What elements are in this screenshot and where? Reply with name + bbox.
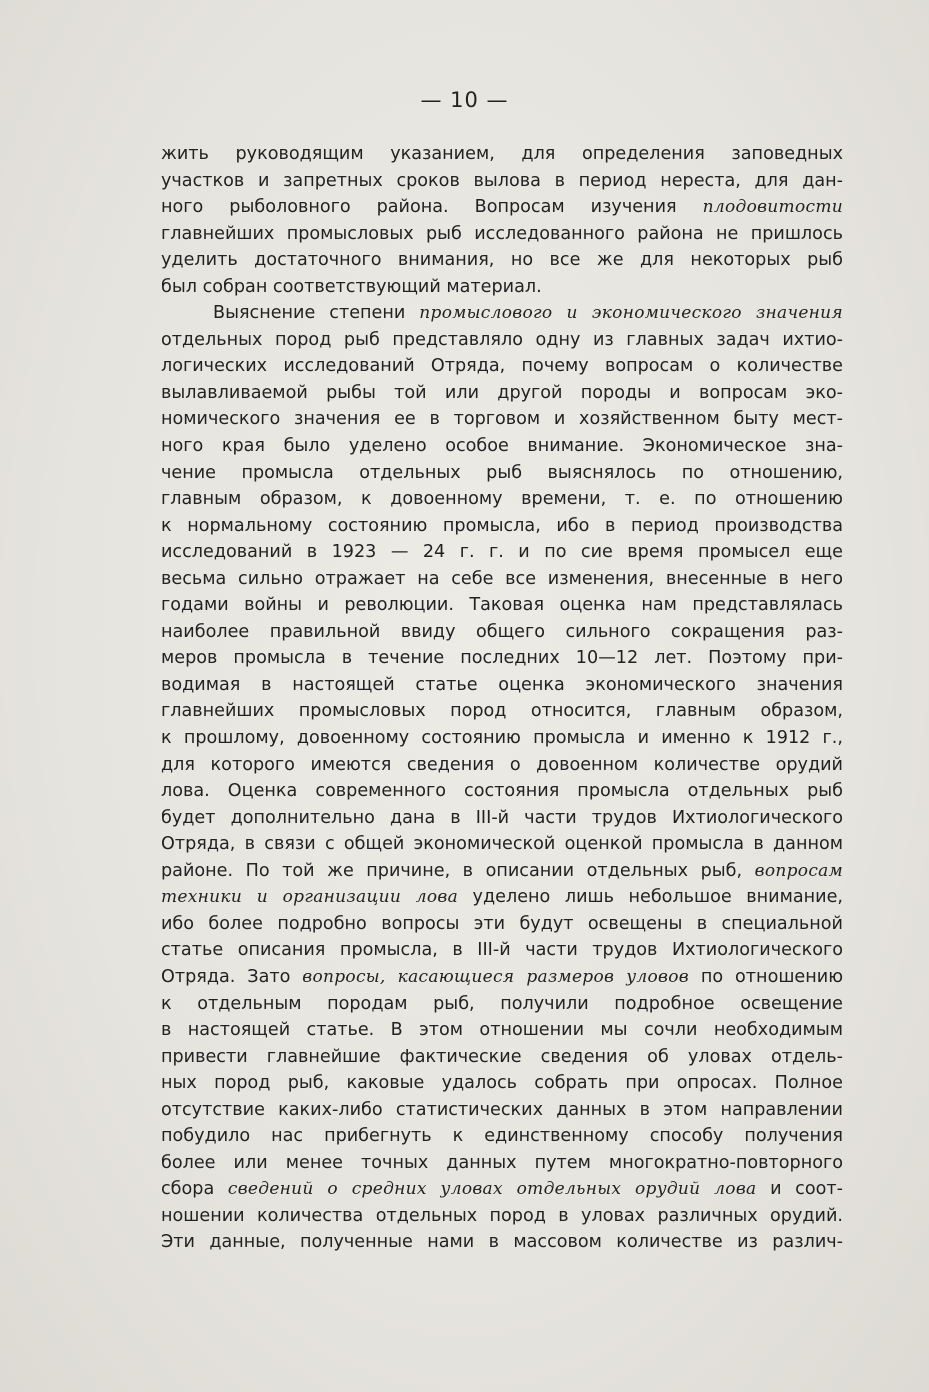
line-text: Выяснение степени bbox=[213, 303, 420, 324]
paragraph bbox=[161, 300, 843, 1256]
line-text: и соот- bbox=[756, 1179, 843, 1200]
page-number: — 10 — bbox=[420, 88, 509, 112]
line-text: побудило нас прибегнуть к единственному способу получения bbox=[161, 1126, 843, 1147]
text-line bbox=[161, 327, 843, 354]
line-text: главнейших промысловых пород относится, главным образом, bbox=[161, 701, 843, 722]
text-line bbox=[161, 1150, 843, 1177]
text-line bbox=[161, 805, 843, 832]
text-line bbox=[161, 1176, 843, 1203]
emphasized-text: вопросам bbox=[754, 860, 843, 881]
text-line bbox=[161, 1017, 843, 1044]
line-text: к отдельным породам рыб, получили подробное освещение bbox=[161, 993, 843, 1014]
line-text: будет дополнительно дана в III-й части трудов Ихтиологического bbox=[161, 807, 843, 828]
text-line bbox=[161, 937, 843, 964]
text-line bbox=[161, 991, 843, 1018]
line-text: главным образом, к довоенному времени, т. е. по отношению bbox=[161, 489, 843, 510]
text-line bbox=[161, 778, 843, 805]
line-text: Отряда, в связи с общей экономической оценкой промысла в данном bbox=[161, 834, 843, 855]
text-line bbox=[161, 300, 843, 327]
text-line bbox=[161, 911, 843, 938]
line-text: наиболее правильной ввиду общего сильного сокращения раз- bbox=[161, 621, 843, 642]
text-line bbox=[161, 539, 843, 566]
text-line bbox=[161, 433, 843, 460]
text-line bbox=[161, 274, 843, 301]
line-text: ных пород рыб, каковые удалось собрать при опросах. Полное bbox=[161, 1073, 843, 1094]
text-line bbox=[161, 566, 843, 593]
text-line bbox=[161, 858, 843, 885]
text-line bbox=[161, 247, 843, 274]
line-text: водимая в настоящей статье оценка экономического значения bbox=[161, 674, 843, 695]
line-text: чение промысла отдельных рыб выяснялось по отношению, bbox=[161, 462, 843, 483]
line-text: к нормальному состоянию промысла, ибо в период производства bbox=[161, 515, 843, 536]
line-text: статье описания промысла, в III-й части трудов Ихтиологического bbox=[161, 940, 843, 961]
text-line bbox=[161, 645, 843, 672]
line-text: в настоящей статье. В этом отношении мы сочли необходимым bbox=[161, 1020, 843, 1041]
line-text: лова. Оценка современного состояния промысла отдельных рыб bbox=[161, 781, 843, 802]
line-text: участков и запретных сроков вылова в период нереста, для дан- bbox=[161, 170, 843, 191]
text-line bbox=[161, 884, 843, 911]
line-text: уделить достаточного внимания, но все же для некоторых рыб bbox=[161, 250, 843, 271]
text-line bbox=[161, 1097, 843, 1124]
emphasized-text: промыслового и экономического значения bbox=[419, 303, 843, 324]
text-line bbox=[161, 1123, 843, 1150]
text-line bbox=[161, 168, 843, 195]
line-text: весьма сильно отражает на себе все изменения, внесенные в него bbox=[161, 568, 843, 589]
text-line bbox=[161, 831, 843, 858]
text-line bbox=[161, 513, 843, 540]
line-text: уделено лишь небольшое внимание, bbox=[458, 887, 843, 908]
text-line bbox=[161, 1203, 843, 1230]
line-text: ибо более подробно вопросы эти будут освещены в специальной bbox=[161, 913, 843, 934]
emphasized-text: сведений о средних уловах отдельных орудий лова bbox=[227, 1179, 757, 1200]
text-line bbox=[161, 1070, 843, 1097]
text-line bbox=[161, 752, 843, 779]
line-text: районе. По той же причине, в описании отдельных рыб, bbox=[161, 860, 755, 881]
text-line bbox=[161, 353, 843, 380]
line-text: для которого имеются сведения о довоенном количестве орудий bbox=[161, 754, 843, 775]
line-text: ного края было уделено особое внимание. Экономическое зна- bbox=[161, 436, 843, 457]
emphasized-text: техники и организации лова bbox=[161, 887, 459, 908]
paragraph bbox=[161, 141, 843, 300]
line-text: жить руководящим указанием, для определения заповедных bbox=[161, 144, 843, 164]
line-text: привести главнейшие фактические сведения об уловах отдель- bbox=[161, 1046, 843, 1067]
line-text: отсутствие каких-либо статистических данных в этом направлении bbox=[161, 1099, 843, 1120]
text-line bbox=[161, 486, 843, 513]
text-line bbox=[161, 380, 843, 407]
line-text: Отряда. Зато bbox=[161, 966, 303, 987]
line-text: ношении количества отдельных пород в уловах различных орудий. bbox=[161, 1205, 843, 1226]
line-text: исследований в 1923 — 24 г. г. и по сие время промысел еще bbox=[161, 542, 843, 563]
text-line bbox=[161, 592, 843, 619]
body-text bbox=[161, 141, 843, 1256]
text-line bbox=[161, 460, 843, 487]
emphasized-text: плодовитости bbox=[702, 197, 843, 218]
text-line bbox=[161, 1229, 843, 1256]
text-line bbox=[161, 698, 843, 725]
line-text: меров промысла в течение последних 10—12 лет. Поэтому при- bbox=[161, 648, 843, 669]
line-text: более или менее точных данных путем многократно-повторного bbox=[161, 1152, 843, 1173]
emphasized-text: вопросы, касающиеся размеров уловов bbox=[302, 966, 689, 987]
text-line bbox=[161, 1044, 843, 1071]
text-line bbox=[161, 221, 843, 248]
text-line bbox=[161, 141, 843, 168]
text-line bbox=[161, 725, 843, 752]
line-text: номического значения ее в торговом и хозяйственном быту мест- bbox=[161, 409, 843, 430]
line-text: Эти данные, полученные нами в массовом количестве из различ- bbox=[161, 1232, 843, 1253]
line-text: годами войны и революции. Таковая оценка нам представлялась bbox=[161, 595, 843, 616]
line-text: был собран соответствующий материал. bbox=[161, 276, 542, 297]
line-text: отдельных пород рыб представляло одну из главных задач ихтио- bbox=[161, 329, 843, 350]
line-text: главнейших промысловых рыб исследованного района не пришлось bbox=[161, 223, 843, 244]
text-line bbox=[161, 619, 843, 646]
text-line bbox=[161, 406, 843, 433]
text-line bbox=[161, 194, 843, 221]
line-text: сбора bbox=[161, 1179, 228, 1200]
line-text: по отношению bbox=[688, 966, 843, 987]
text-line bbox=[161, 672, 843, 699]
text-line bbox=[161, 964, 843, 991]
line-text: вылавливаемой рыбы той или другой породы и вопросам эко- bbox=[161, 382, 843, 403]
line-text: логических исследований Отряда, почему вопросам о количестве bbox=[161, 356, 843, 377]
line-text: ного рыболовного района. Вопросам изучения bbox=[161, 197, 703, 218]
line-text: к прошлому, довоенному состоянию промысла и именно к 1912 г., bbox=[161, 728, 843, 749]
